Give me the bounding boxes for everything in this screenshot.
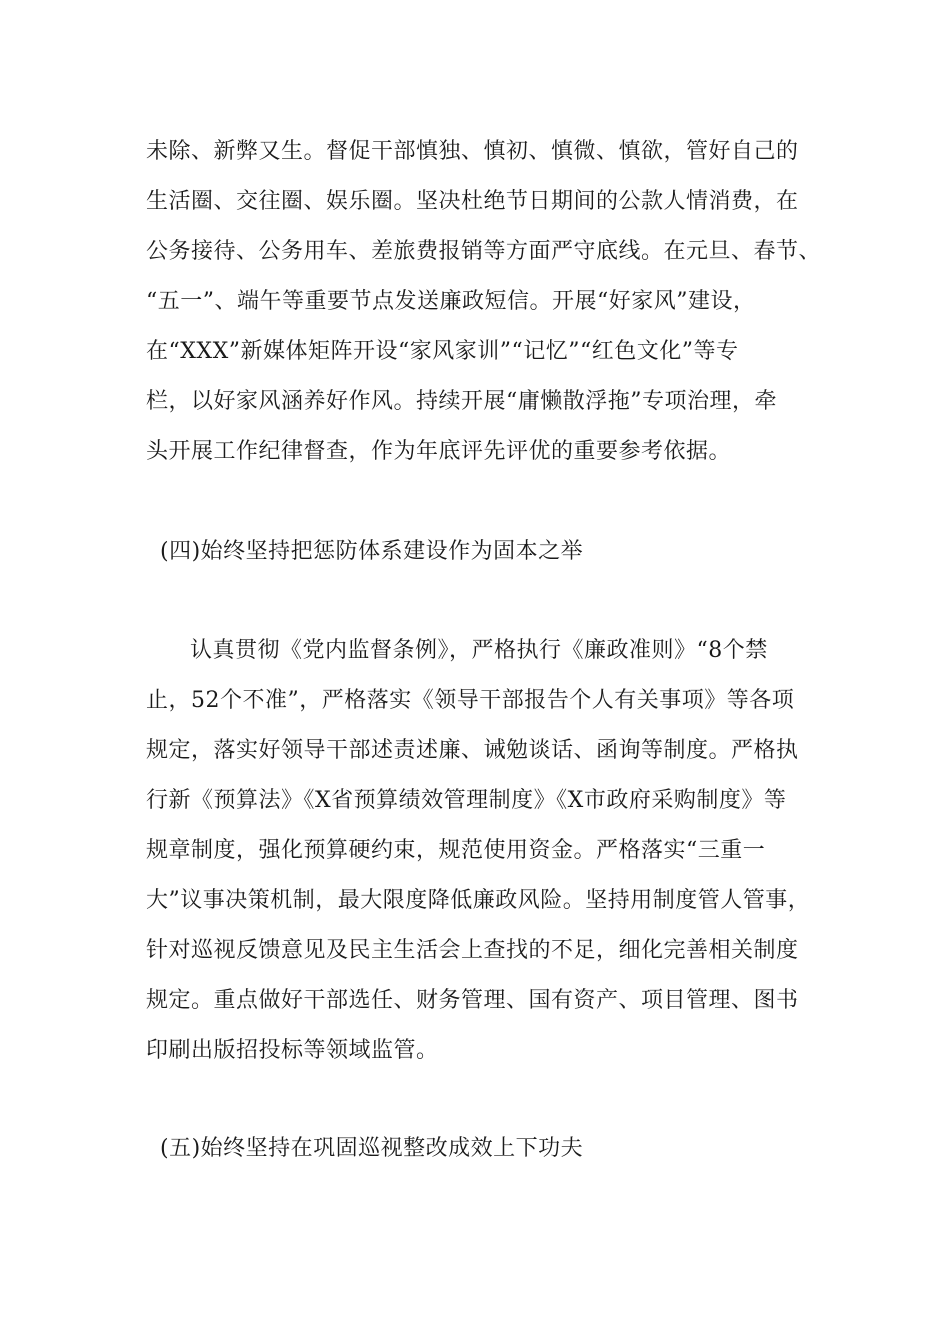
section-heading-5: (五)始终坚持在巩固巡视整改成效上下功夫: [160, 1136, 584, 1161]
paragraph-2-line-4: 行新《预算法》《X省预算绩效管理制度》《X市政府采购制度》等: [146, 788, 787, 813]
paragraph-2-line-5: 规章制度，强化预算硬约束，规范使用资金。严格落实“三重一: [146, 838, 766, 863]
section-heading-4: (四)始终坚持把惩防体系建设作为固本之举: [160, 539, 584, 564]
paragraph-2-line-8: 规定。重点做好干部选任、财务管理、国有资产、项目管理、图书: [146, 988, 799, 1013]
paragraph-1-line-2: 生活圈、交往圈、娱乐圈。坚决杜绝节日期间的公款人情消费，在: [146, 189, 799, 214]
paragraph-1-line-7: 头开展工作纪律督查，作为年底评先评优的重要参考依据。: [146, 439, 732, 464]
paragraph-2-line-2: 止，52个不准”，严格落实《领导干部报告个人有关事项》等各项: [146, 688, 795, 713]
paragraph-1-line-1: 未除、新弊又生。督促干部慎独、慎初、慎微、慎欲，管好自己的: [146, 139, 799, 164]
paragraph-1-line-5: 在“XXX”新媒体矩阵开设“家风家训”“记忆”“红色文化”等专: [146, 339, 739, 364]
paragraph-1-line-4: “五一”、端午等重要节点发送廉政短信。开展“好家风”建设，: [146, 289, 756, 314]
paragraph-1-line-3: 公务接待、公务用车、差旅费报销等方面严守底线。在元旦、春节、: [146, 239, 822, 264]
paragraph-2-line-6: 大”议事决策机制，最大限度降低廉政风险。坚持用制度管人管事，: [146, 888, 811, 913]
paragraph-2-line-7: 针对巡视反馈意见及民主生活会上查找的不足，细化完善相关制度: [146, 938, 799, 963]
paragraph-1-line-6: 栏，以好家风涵养好作风。持续开展“庸懒散浮拖”专项治理，牵: [146, 389, 777, 414]
paragraph-2-line-3: 规定，落实好领导干部述责述廉、诫勉谈话、函询等制度。严格执: [146, 738, 799, 763]
paragraph-2-line-1: 认真贯彻《党内监督条例》，严格执行《廉政准则》“8个禁: [190, 638, 768, 663]
paragraph-2-line-9: 印刷出版招投标等领域监管。: [146, 1038, 439, 1063]
